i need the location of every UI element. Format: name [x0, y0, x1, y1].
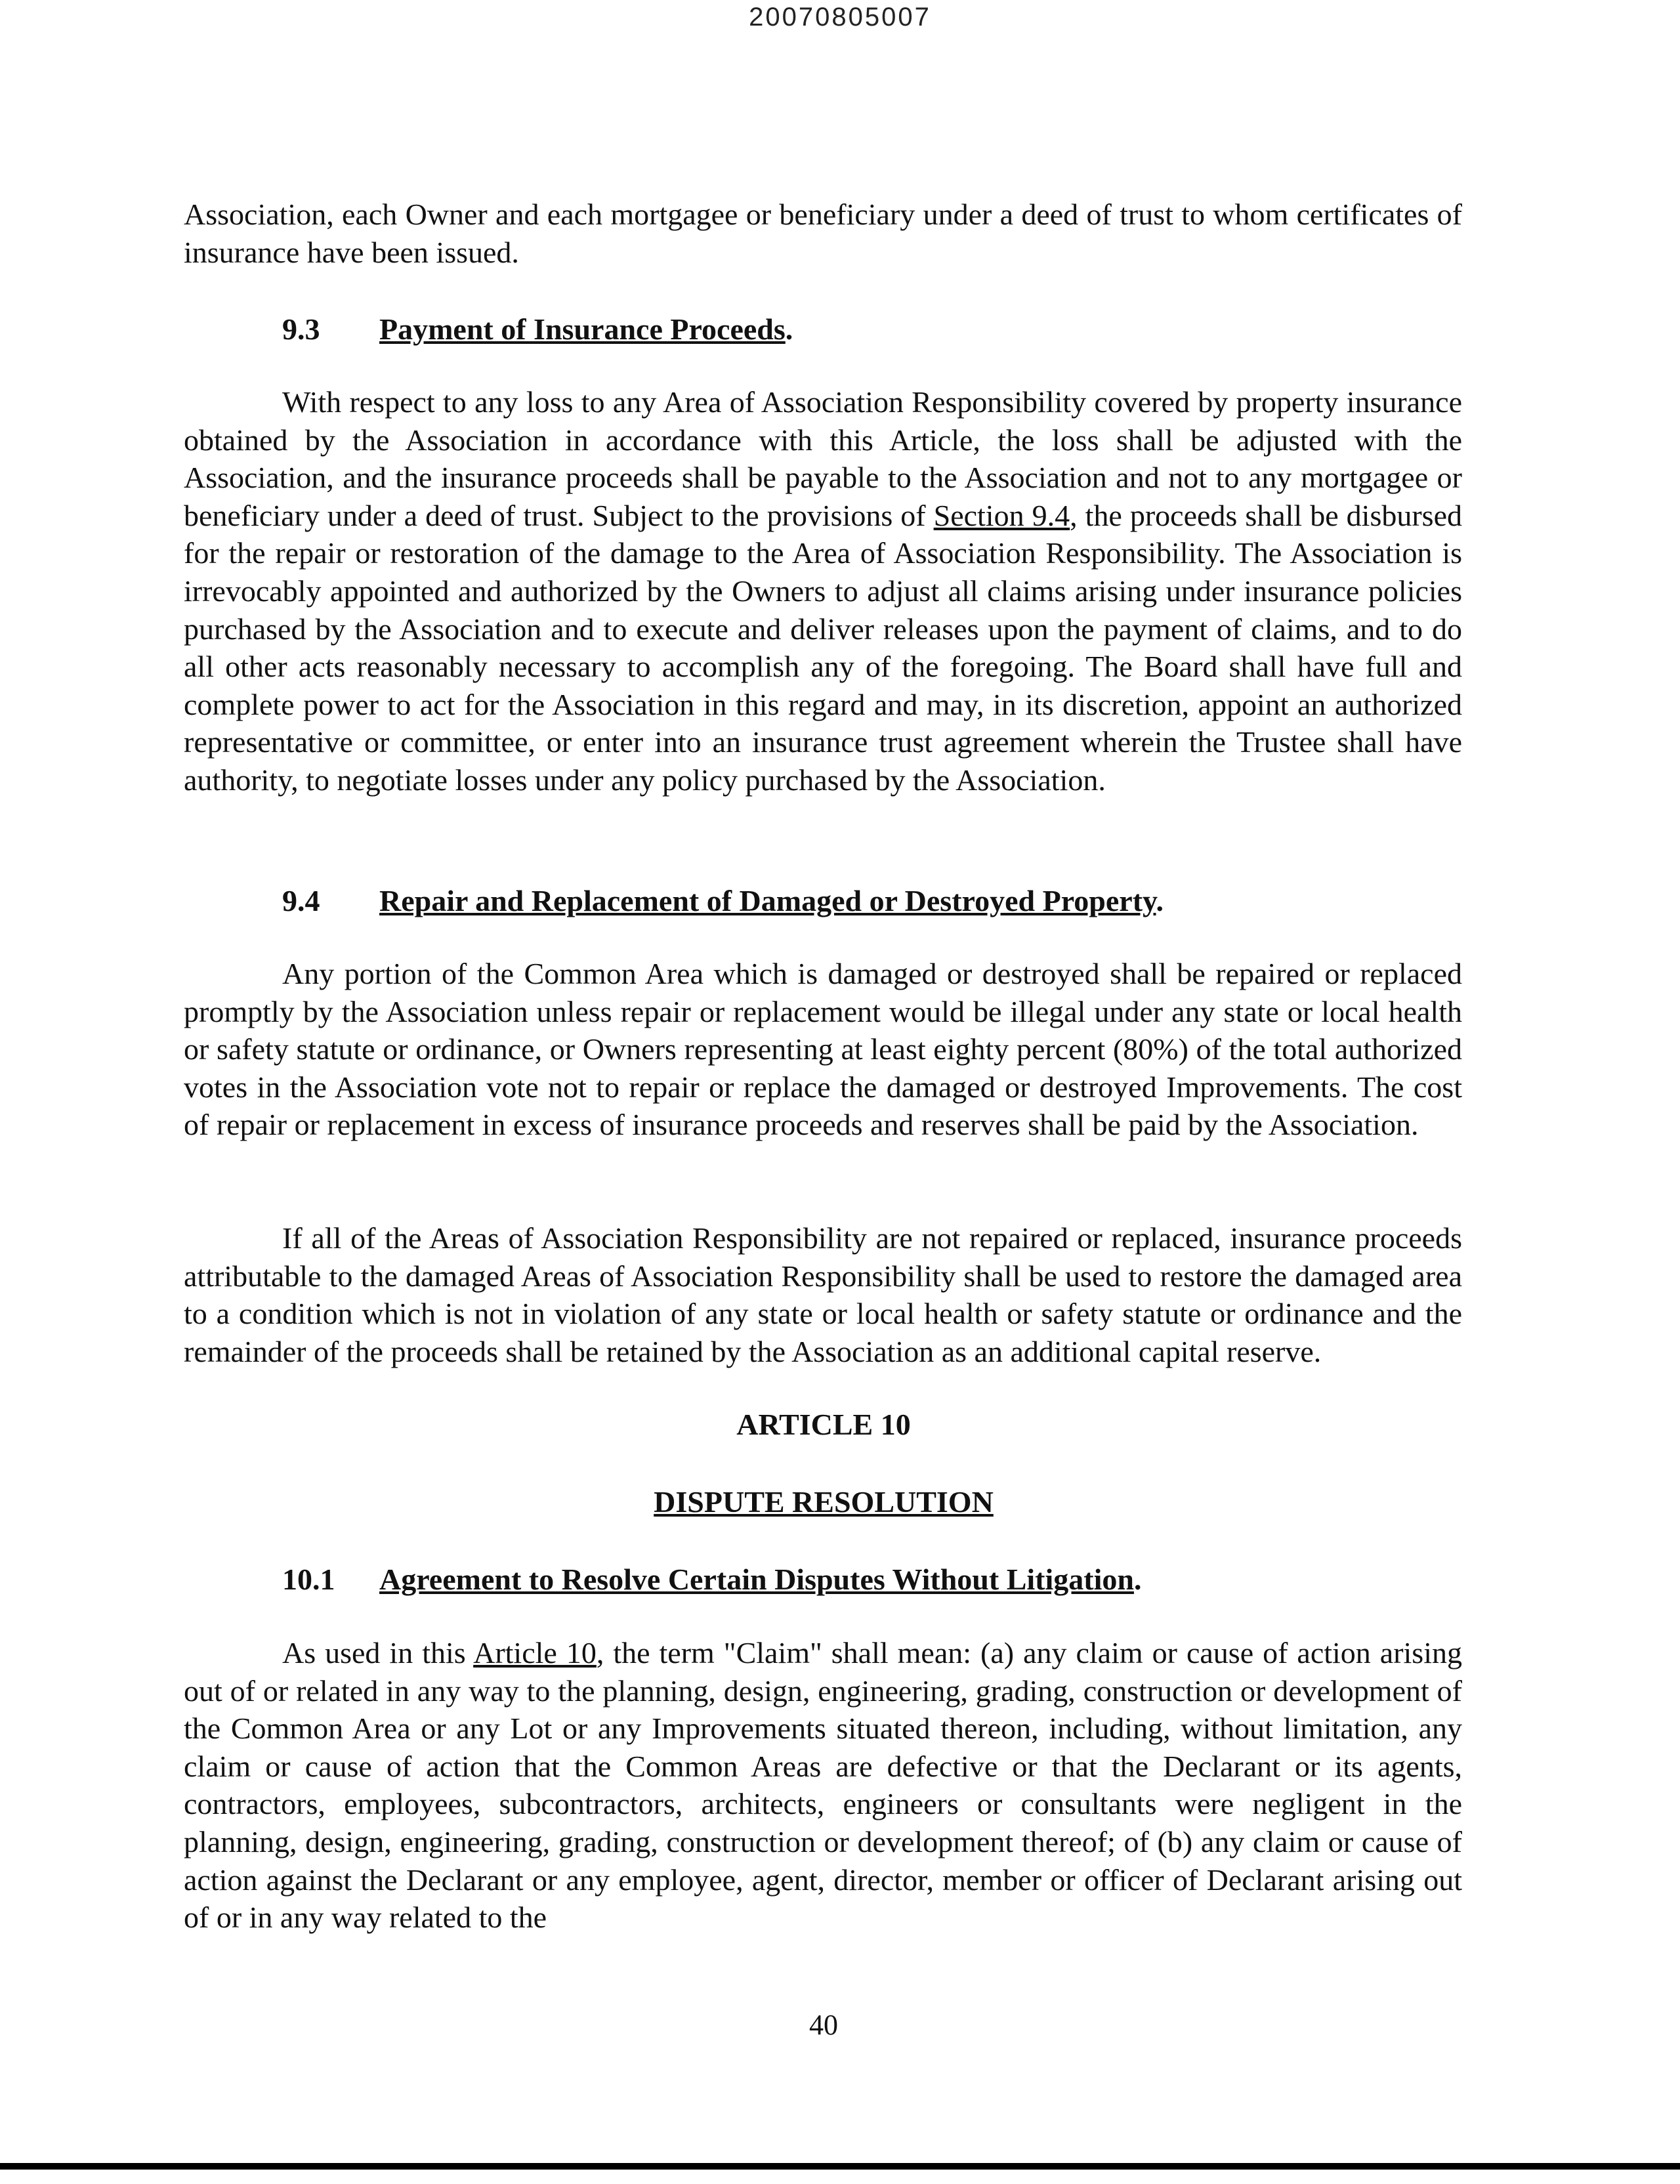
- section-9-4-paragraph-2: If all of the Areas of Association Responsibility are not repaired or replaced, insurance proceeds attributable to the damaged Areas of Association Responsibility shall be used to restore the damaged area to a condition which is not in violation of any state or local health or safety statute or ordinance and the remainder of the proceeds shall be retained by the Association as an additional capital reserve.: [184, 1221, 1462, 1368]
- section-9-3-paragraph: [184, 383, 1462, 799]
- article-subheading-text: DISPUTE RESOLUTION: [654, 1485, 994, 1519]
- page-number: 40: [809, 2009, 838, 2041]
- section-title: Payment of Insurance Proceeds: [379, 312, 786, 346]
- article-reference: Article 10: [473, 1636, 597, 1670]
- continuation-paragraph: Association, each Owner and each mortgagee or beneficiary under a deed of trust to whom certificates of insurance have been issued.: [184, 198, 1462, 269]
- document-number: 20070805007: [749, 3, 931, 32]
- section-9-4-heading: 9.4 Repair and Replacement of Damaged or Destroyed Property.: [282, 882, 1164, 920]
- section-10-1-paragraph: [184, 1634, 1462, 1937]
- paragraph-text: As used in this: [282, 1636, 474, 1670]
- bottom-rule: [0, 2163, 1680, 2170]
- section-number: 9.4: [282, 884, 320, 917]
- section-9-4-paragraph-1: Any portion of the Common Area which is damaged or destroyed shall be repaired or replaced promptly by the Association unless repair or replacement would be illegal under any state or local health or safety statute or ordinance, or Owners representing at least eighty percent (80%) of the total authorized votes in the Association vote not to repair or replace the damaged or destroyed Improvements. The cost of repair or replacement in excess of insurance proceeds and reserves shall be paid by the Association.: [184, 957, 1462, 1142]
- article-heading: ARTICLE 10: [736, 1408, 911, 1441]
- section-9-3-heading: 9.3 Payment of Insurance Proceeds.: [282, 310, 793, 348]
- article-subheading: [0, 1483, 1647, 1521]
- section-reference: Section 9.4: [933, 498, 1070, 532]
- paragraph-text: , the proceeds shall be disbursed for the repair or restoration of the damage to the Area of Association Responsibility. The Association is irrevocably appointed and authorized by the Owners to adjust all claims arising under insurance policies purchased by the Association and to execute and deliver releases upon the payment of claims, and to do all other acts reasonably necessary to accomplish any of the foregoing. The Board shall have full and complete power to act for the Association in this regard and may, in its discretion, appoint an authorized representative or committee, or enter into an insurance trust agreement wherein the Trustee shall have authority, to negotiate losses under any policy purchased by the Association.: [184, 498, 1462, 797]
- section-number: 9.3: [282, 312, 320, 346]
- paragraph-text: , the term "Claim" shall mean: (a) any claim or cause of action arising out of or related in any way to the planning, design, engineering, grading, construction or development of the Common Area or any Lot or any Improvements situated thereon, including, without limitation, any claim or cause of action that the Common Areas are defective or that the Declarant or its agents, contractors, employees, subcontractors, architects, engineers or consultants were negligent in the planning, design, engineering, grading, construction or development thereof; of (b) any claim or cause of action against the Declarant or any employee, agent, director, member or officer of Declarant arising out of or in any way related to the: [184, 1636, 1462, 1935]
- section-number: 10.1: [282, 1563, 335, 1596]
- paragraph-text: With respect to any loss to any Area of Association Responsibility covered by property insurance obtained by the Association in accordance with this Article, the loss shall be adjusted with the Association, and the insurance proceeds shall be payable to the Association and not to any mortgagee or beneficiary under a deed of trust. Subject to the provisions of: [184, 385, 1462, 532]
- section-title: Agreement to Resolve Certain Disputes Without Litigation: [379, 1563, 1134, 1596]
- section-title: Repair and Replacement of Damaged or Destroyed Property: [379, 884, 1156, 917]
- section-10-1-heading: 10.1 Agreement to Resolve Certain Disputes Without Litigation.: [282, 1561, 1141, 1599]
